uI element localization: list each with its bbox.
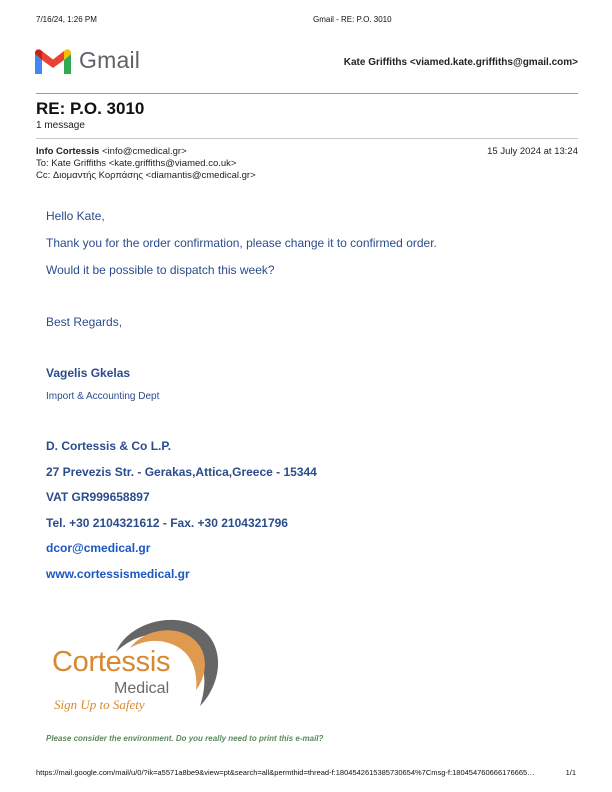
footer-url: https://mail.google.com/mail/u/0/?ik=a5571a8be9&view=pt&search=all&permthid=thread-f:1804542615385730654%7Cmsg-f:180454760666176665… (36, 768, 535, 777)
print-title: Gmail - RE: P.O. 3010 (313, 15, 392, 24)
print-date: 7/16/24, 1:26 PM (36, 15, 97, 24)
company-phone: Tel. +30 2104321612 - Fax. +30 2104321796 (46, 516, 288, 530)
body-line-2: Would it be possible to dispatch this week? (46, 263, 275, 277)
body-line-1: Thank you for the order confirmation, please change it to confirmed order. (46, 236, 437, 250)
message-count: 1 message (36, 120, 85, 131)
header-divider (36, 93, 578, 94)
company-name: D. Cortessis & Co L.P. (46, 439, 172, 453)
signature-dept: Import & Accounting Dept (46, 391, 160, 402)
message-to: To: Kate Griffiths <kate.griffiths@viamed.co.uk> (36, 158, 237, 169)
from-name: Info Cortessis (36, 146, 100, 157)
gmail-wordmark: Gmail (79, 47, 141, 73)
gmail-logo-icon (33, 48, 73, 75)
footer-page-number: 1/1 (565, 768, 576, 777)
account-label: Kate Griffiths <viamed.kate.griffiths@gmail.com> (343, 57, 578, 68)
company-logo-tagline: Sign Up to Safety (54, 697, 145, 712)
company-address: 27 Prevezis Str. - Gerakas,Attica,Greece - 15344 (46, 465, 317, 479)
environment-note: Please consider the environment. Do you really need to print this e-mail? (46, 734, 324, 743)
thread-subject: RE: P.O. 3010 (36, 99, 145, 118)
company-website-link[interactable]: www.cortessismedical.gr (46, 567, 190, 581)
message-divider (36, 138, 578, 139)
from-email: <info@cmedical.gr> (99, 146, 187, 157)
company-vat: VAT GR999658897 (46, 490, 150, 504)
message-from (36, 146, 187, 157)
body-closing: Best Regards, (46, 315, 123, 329)
message-date: 15 July 2024 at 13:24 (487, 146, 578, 157)
company-logo-sub: Medical (114, 680, 170, 697)
signature-name: Vagelis Gkelas (46, 366, 131, 380)
company-email-link[interactable]: dcor@cmedical.gr (46, 541, 151, 555)
company-logo-name: Cortessis (52, 646, 171, 678)
message-cc: Cc: Διομαντής Κορπάσης <diamantis@cmedical.gr> (36, 170, 256, 181)
body-greeting: Hello Kate, (46, 209, 105, 223)
